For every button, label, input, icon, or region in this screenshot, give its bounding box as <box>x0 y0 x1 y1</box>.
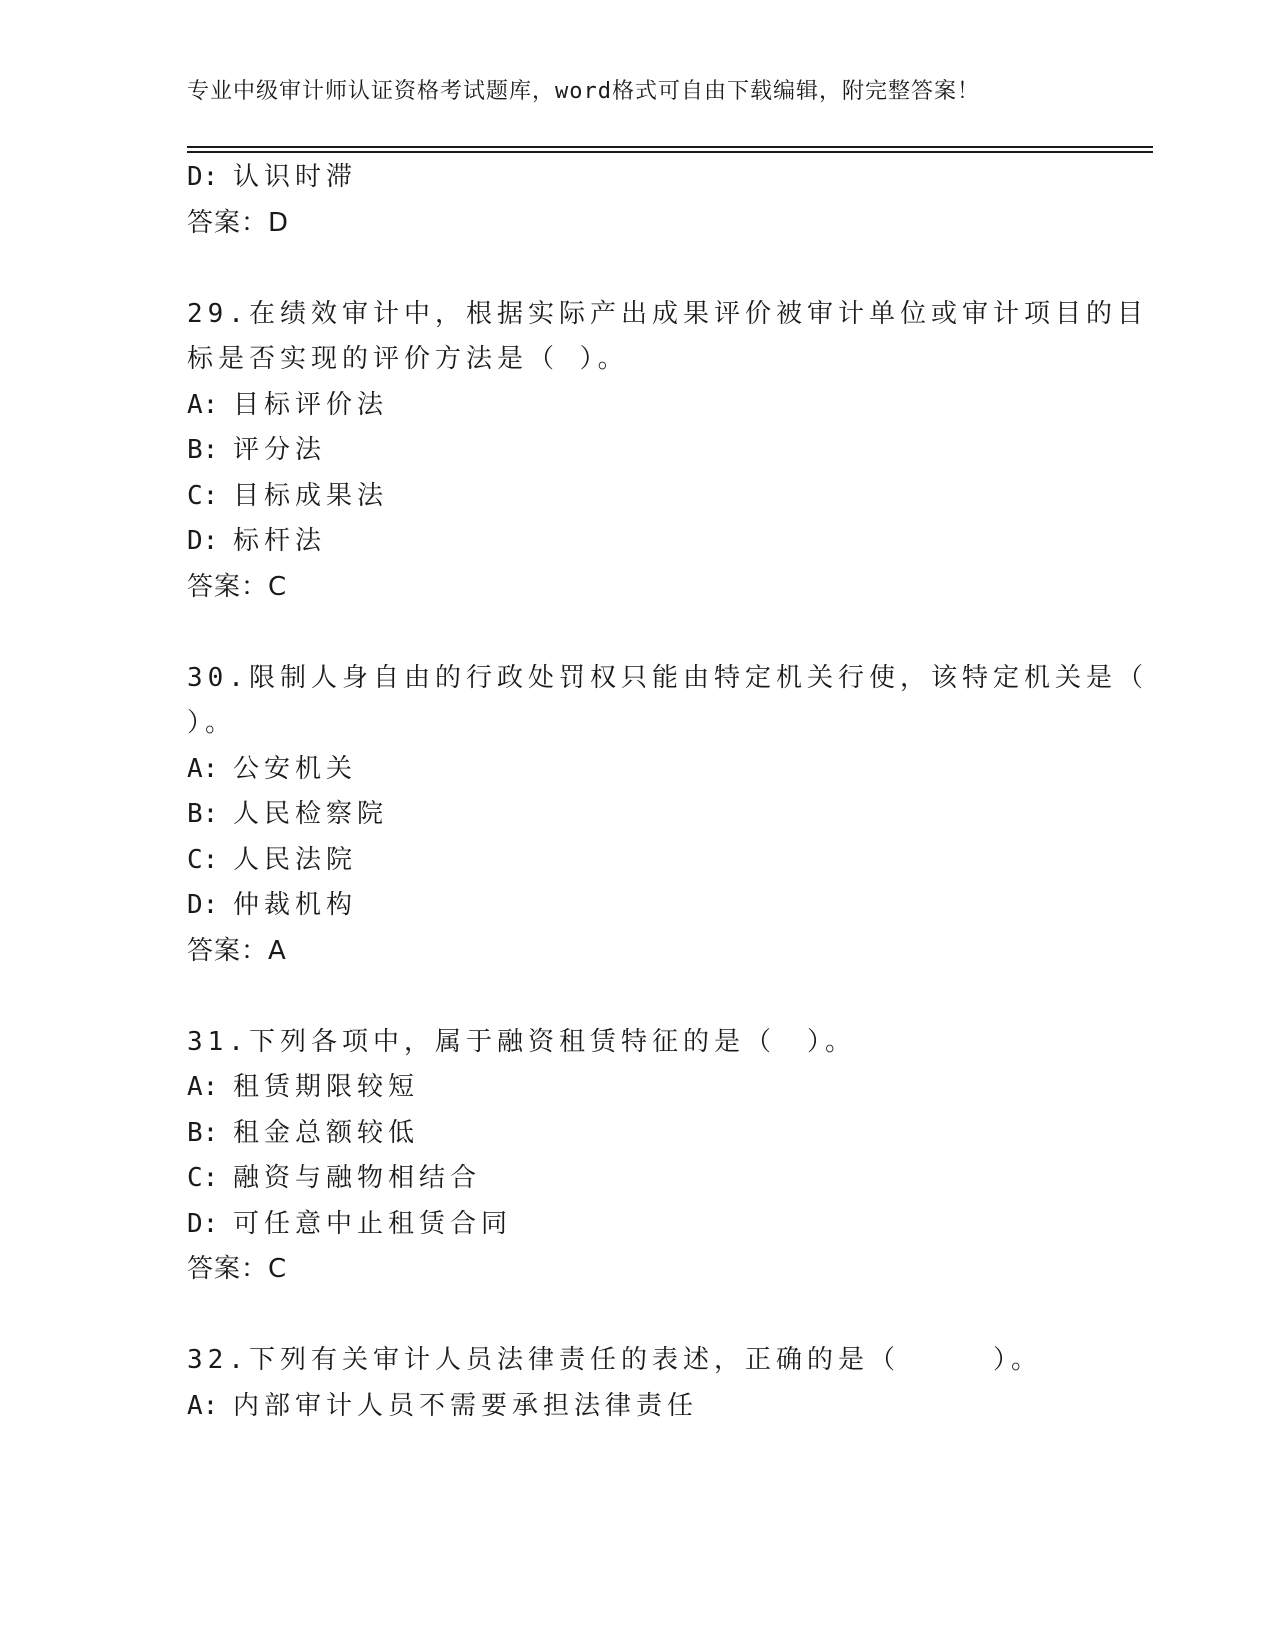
q31-answer: 答案：C <box>187 1254 288 1284</box>
header-divider-top <box>187 146 1153 148</box>
option-letter: A: <box>187 389 219 420</box>
option-text: 标杆法 <box>233 526 327 556</box>
option-letter: D: <box>187 526 219 556</box>
option-text: 融资与融物相结合 <box>233 1163 482 1193</box>
q30-option-c <box>187 838 1087 884</box>
q31-stem-line-1: 31.下列各项中，属于融资租赁特征的是（ ）。 <box>187 1026 856 1057</box>
q31-option-c <box>187 1156 1087 1202</box>
prev-option-d <box>187 155 1087 201</box>
q30-option-a <box>187 747 1087 793</box>
page-header-title: 专业中级审计师认证资格考试题库，word格式可自由下载编辑，附完整答案！ <box>187 79 980 104</box>
option-text: 评分法 <box>233 435 327 465</box>
q29-option-c <box>187 474 1087 520</box>
q29-option-a <box>187 383 1087 429</box>
header-divider-bottom <box>187 151 1153 153</box>
q30-stem-line-1: 30.限制人身自由的行政处罚权只能由特定机关行使，该特定机关是（ <box>187 662 1148 693</box>
q32-option-a <box>187 1384 1087 1430</box>
option-text: 租金总额较低 <box>233 1117 420 1148</box>
option-text: 目标成果法 <box>233 480 389 511</box>
option-text: 认识时滞 <box>233 162 358 192</box>
option-text: 租赁期限较短 <box>233 1072 420 1102</box>
spacer <box>187 1293 1087 1339</box>
spacer <box>187 974 1087 1020</box>
option-letter: C: <box>187 844 219 875</box>
prev-answer: 答案：D <box>187 207 290 238</box>
option-letter: B: <box>187 1117 219 1148</box>
q31-option-b <box>187 1111 1087 1157</box>
q31-option-d <box>187 1202 1087 1248</box>
q29-option-d <box>187 519 1087 565</box>
option-letter: A: <box>187 1072 219 1102</box>
option-letter: C: <box>187 480 219 511</box>
q30-option-d <box>187 883 1087 929</box>
q31-option-a <box>187 1065 1087 1111</box>
q32-stem-line-1: 32.下列有关审计人员法律责任的表述，正确的是（ ）。 <box>187 1345 1042 1375</box>
option-text: 公安机关 <box>233 753 358 784</box>
option-letter: D: <box>187 890 219 920</box>
option-letter: C: <box>187 1163 219 1193</box>
option-letter: D: <box>187 1208 219 1239</box>
q29-stem-line-1: 29.在绩效审计中，根据实际产出成果评价被审计单位或审计项目的目 <box>187 298 1148 329</box>
option-text: 目标评价法 <box>233 389 389 420</box>
option-letter: A: <box>187 753 219 784</box>
q29-option-b <box>187 428 1087 474</box>
option-letter: B: <box>187 799 219 829</box>
q29-answer: 答案：C <box>187 571 288 602</box>
option-text: 内部审计人员不需要承担法律责任 <box>233 1390 699 1421</box>
option-letter: B: <box>187 435 219 465</box>
option-letter: A: <box>187 1390 219 1421</box>
spacer <box>187 246 1087 292</box>
spacer <box>187 610 1087 656</box>
question-list <box>187 155 1148 1429</box>
q30-answer: 答案：A <box>187 935 287 966</box>
option-text: 人民检察院 <box>233 799 389 829</box>
option-text: 人民法院 <box>233 844 358 875</box>
q29-stem-line-2: 标是否实现的评价方法是（ ）。 <box>187 344 629 374</box>
option-text: 仲裁机构 <box>233 890 358 920</box>
q30-stem-line-2: ）。 <box>187 708 237 738</box>
option-letter: D: <box>187 162 219 192</box>
option-text: 可任意中止租赁合同 <box>233 1208 513 1239</box>
q30-option-b <box>187 792 1087 838</box>
